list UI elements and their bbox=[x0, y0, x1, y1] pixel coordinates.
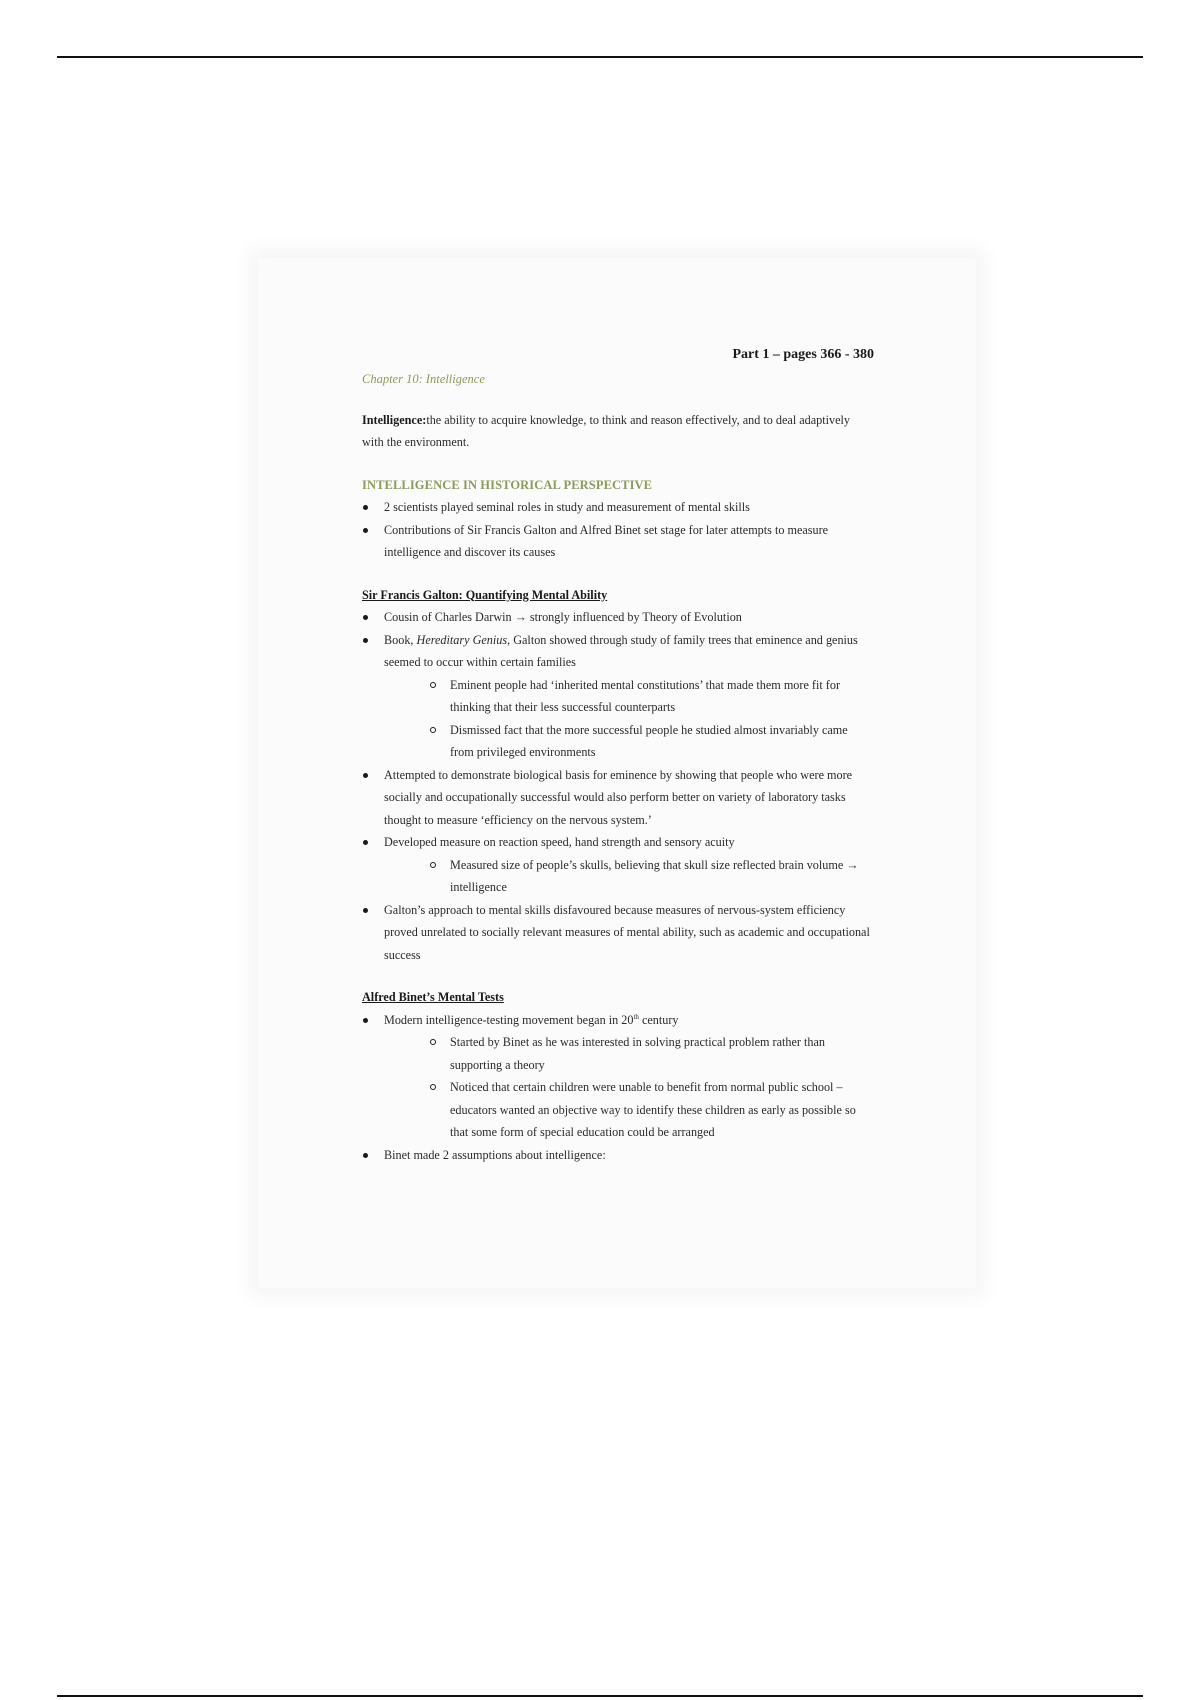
section-heading-historical: INTELLIGENCE IN HISTORICAL PERSPECTIVE bbox=[362, 477, 653, 492]
sub-list-item: Started by Binet as he was interested in solving practical problem rather than supporting a theory bbox=[384, 1031, 874, 1076]
list-item: Galton’s approach to mental skills disfavoured because measures of nervous-system efficiency proved unrelated to socially relevant measures of mental ability, such as academic and occupational success bbox=[362, 899, 874, 967]
list-item-text: Book, bbox=[384, 632, 417, 647]
list-item: Binet made 2 assumptions about intelligence: bbox=[362, 1144, 874, 1167]
bottom-divider bbox=[57, 1695, 1143, 1697]
superscript: th bbox=[633, 1012, 639, 1021]
intelligence-definition bbox=[362, 409, 874, 454]
galton-bullet-list bbox=[362, 606, 874, 966]
sub-list-item: Eminent people had ‘inherited mental constitutions’ that made them more fit for thinking that their less successful counterparts bbox=[384, 674, 874, 719]
list-item bbox=[362, 629, 874, 764]
binet-bullet-list bbox=[362, 1009, 874, 1167]
document-body bbox=[362, 344, 874, 1166]
definition-term: Intelligence: bbox=[362, 412, 427, 427]
list-item-text: Developed measure on reaction speed, hand strength and sensory acuity bbox=[384, 835, 735, 849]
subheading-binet: Alfred Binet’s Mental Tests bbox=[362, 990, 504, 1004]
sub-list-item: Measured size of people’s skulls, believing that skull size reflected brain volume → intelligence bbox=[384, 854, 874, 899]
sub-bullet-list bbox=[384, 854, 874, 899]
sub-bullet-list bbox=[384, 674, 874, 764]
historical-bullet-list bbox=[362, 496, 874, 564]
definition-text: the ability to acquire knowledge, to think and reason effectively, and to deal adaptively with the environment. bbox=[362, 412, 851, 449]
list-item-text: , Galton showed through study of family trees that eminence and genius seemed to occur within certain families bbox=[384, 632, 858, 669]
list-item bbox=[362, 831, 874, 899]
part-heading: Part 1 – pages 366 - 380 bbox=[732, 347, 874, 362]
subheading-galton: Sir Francis Galton: Quantifying Mental Ability bbox=[362, 587, 608, 602]
list-item: Attempted to demonstrate biological basis for eminence by showing that people who were more socially and occupationally successful would also perform better on variety of laboratory tasks thought to measure ‘efficiency on the nervous system.’ bbox=[362, 764, 874, 832]
list-item: 2 scientists played seminal roles in study and measurement of mental skills bbox=[362, 496, 874, 519]
top-divider bbox=[57, 56, 1143, 58]
list-item bbox=[362, 1009, 874, 1144]
book-title: Hereditary Genius bbox=[416, 632, 508, 647]
list-item-text: Modern intelligence-testing movement began in 20 bbox=[384, 1012, 634, 1027]
sub-list-item: Noticed that certain children were unable to benefit from normal public school – educators wanted an objective way to identify these children as early as possible so that some form of special education could be arranged bbox=[384, 1076, 874, 1144]
list-item: Cousin of Charles Darwin → strongly influenced by Theory of Evolution bbox=[362, 606, 874, 629]
list-item-text: century bbox=[638, 1012, 679, 1027]
document-page bbox=[258, 258, 976, 1288]
list-item: Contributions of Sir Francis Galton and Alfred Binet set stage for later attempts to measure intelligence and discover its causes bbox=[362, 519, 874, 564]
sub-bullet-list bbox=[384, 1031, 874, 1144]
chapter-title: Chapter 10: Intelligence bbox=[362, 372, 485, 386]
sub-list-item: Dismissed fact that the more successful people he studied almost invariably came from privileged environments bbox=[384, 719, 874, 764]
